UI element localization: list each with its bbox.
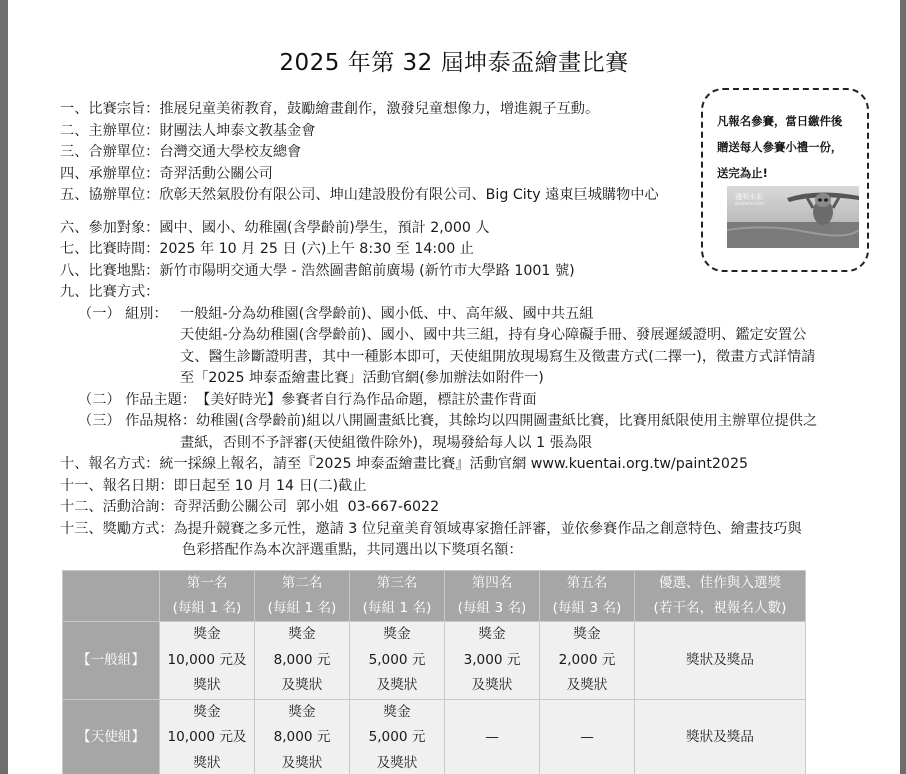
prize-cell: 獎金 8,000 元 及獎狀 xyxy=(255,699,350,774)
prize-cell: 獎金 10,000 元及 獎狀 xyxy=(160,622,255,700)
theme-line xyxy=(60,390,870,412)
spec-text-2: 畫紙，否則不予評審(天使組徵件除外)，現場發給每人以 1 張為限 xyxy=(180,434,593,451)
header-first: 第一名 (每組 1 名) xyxy=(160,571,255,622)
theme-text: 【美好時光】參賽者自行為作品命題，標註於畫作背面 xyxy=(196,391,537,408)
organizer-text: 財團法人坤泰文教基金會 xyxy=(159,122,316,139)
header-fourth: 第四名 (每組 3 名) xyxy=(445,571,540,622)
groups-text-1: 一般組-分為幼稚園(含學齡前)、國小低、中、高年級、國中共五組 xyxy=(180,305,594,322)
registration-label: 十、報名方式： xyxy=(60,456,160,472)
prize-cell: 獎金 8,000 元 及獎狀 xyxy=(255,622,350,700)
deadline-text: 即日起至 10 月 14 日(二)截止 xyxy=(173,477,367,494)
promo-line-3: 送完為止! xyxy=(717,166,768,180)
awards-text-2: 色彩搭配作為本次評選重點，共同選出以下獎項名額： xyxy=(182,542,523,558)
groups-text-3: 文、醫生診斷證明書，其中一種影本即可，天使組開放現場寫生及徵畫方式(二擇一)，徵畫方式詳情請 xyxy=(180,348,816,365)
document-page xyxy=(8,0,900,774)
groups-line-2 xyxy=(60,325,870,347)
date-label: 七、比賽時間： xyxy=(60,241,160,257)
prize-cell-honorable: 獎狀及獎品 xyxy=(635,699,806,774)
theme-label: （二） 作品主題： xyxy=(78,391,197,408)
venue-label: 八、比賽地點： xyxy=(60,262,160,279)
spec-text-1: 幼稚園(含學齡前)組以八開圖畫紙比賽，其餘均以四開圖畫紙比賽，比賽用紙限使用主辦單位提供之 xyxy=(196,413,818,429)
organizer-label: 二、主辦單位： xyxy=(60,122,160,139)
prize-cell: 獎金 2,000 元 及獎狀 xyxy=(540,622,635,700)
co-organizer-text: 台灣交通大學校友總會 xyxy=(159,144,302,160)
deadline-label: 十一、報名日期： xyxy=(60,477,174,494)
table-row-general xyxy=(63,622,806,700)
prize-cell-honorable: 獎狀及獎品 xyxy=(635,622,806,700)
prize-cell: 獎金 3,000 元 及獎狀 xyxy=(445,622,540,700)
awards-line-2 xyxy=(60,540,870,562)
groups-line xyxy=(60,304,870,326)
deadline-line xyxy=(60,476,870,498)
venue-text: 新竹市陽明交通大學 - 浩然圖書館前廣場 (新竹市大學路 1001 號) xyxy=(159,262,575,279)
header-blank xyxy=(63,571,160,622)
image-label-1: 透明水彩 xyxy=(735,193,763,201)
prize-cell-empty: — xyxy=(540,699,635,774)
prize-cell: 獎金 5,000 元 及獎狀 xyxy=(350,622,445,700)
registration-line xyxy=(60,454,870,476)
header-third: 第三名 (每組 1 名) xyxy=(350,571,445,622)
header-honorable: 優選、佳作與入選獎 (若干名，視報名人數) xyxy=(635,571,806,622)
watercolor-gift-image xyxy=(727,186,859,248)
awards-line xyxy=(60,519,870,541)
awards-header-row xyxy=(63,571,806,622)
group-general: 【一般組】 xyxy=(63,622,160,700)
awards-text-1: 為提升競賽之多元性，邀請 3 位兒童美育領域專家擔任評審，並依參賽作品之創意特色、繪畫技巧與 xyxy=(173,520,802,537)
contact-line xyxy=(60,497,870,519)
sponsor-label: 五、協辦單位： xyxy=(60,187,160,203)
groups-text-2: 天使組-分為幼稚園(含學齡前)、國小、國中共三組，持有身心障礙手冊、發展遲緩證明、鑑定安置公 xyxy=(180,327,807,343)
method-label: 九、比賽方式： xyxy=(60,284,160,300)
purpose-text: 推展兒童美術教育，鼓勵繪畫創作，激發兒童想像力，增進親子互動。 xyxy=(159,101,600,117)
promo-line-1: 凡報名參賽，當日繳件後 xyxy=(717,114,843,128)
participants-label: 六、參加對象： xyxy=(60,219,160,236)
contact-text: 奇羿活動公關公司 郭小姐 03-667-6022 xyxy=(173,499,440,515)
executor-text: 奇羿活動公關公司 xyxy=(159,165,273,182)
date-text: 2025 年 10 月 25 日 (六)上午 8:30 至 14:00 止 xyxy=(159,241,474,257)
prize-cell: 獎金 10,000 元及 獎狀 xyxy=(160,699,255,774)
groups-label: （一） 組別： xyxy=(78,305,168,322)
purpose-label: 一、比賽宗旨： xyxy=(60,101,160,117)
spec-line-2 xyxy=(60,433,870,455)
prize-cell-empty: — xyxy=(445,699,540,774)
header-second: 第二名 (每組 1 名) xyxy=(255,571,350,622)
awards-table xyxy=(62,570,806,774)
registration-text: 統一採線上報名，請至『2025 坤泰盃繪畫比賽』活動官網 www.kuentai.org.tw/paint2025 xyxy=(159,456,749,472)
contact-label: 十二、活動洽詢： xyxy=(60,499,174,515)
page-title: 2025 年第 32 屆坤泰盃繪畫比賽 xyxy=(279,50,629,76)
awards-label: 十三、獎勵方式： xyxy=(60,520,174,537)
prize-cell: 獎金 5,000 元 及獎狀 xyxy=(350,699,445,774)
groups-line-4 xyxy=(60,368,870,390)
image-label-2: watercolor xyxy=(735,201,765,207)
gift-promo-box xyxy=(701,88,869,272)
method-line xyxy=(60,282,870,304)
executor-label: 四、承辦單位： xyxy=(60,165,160,182)
spec-label: （三） 作品規格： xyxy=(78,413,197,429)
table-row-angel xyxy=(63,699,806,774)
groups-line-3 xyxy=(60,347,870,369)
groups-text-4: 至「2025 坤泰盃繪畫比賽」活動官網(參加辦法如附件一) xyxy=(180,370,544,386)
co-organizer-label: 三、合辦單位： xyxy=(60,144,160,160)
header-fifth: 第五名 (每組 3 名) xyxy=(540,571,635,622)
promo-line-2: 贈送每人參賽小禮一份， xyxy=(717,140,843,154)
group-angel: 【天使組】 xyxy=(63,699,160,774)
sponsor-text: 欣彰天然氣股份有限公司、坤山建設股份有限公司、Big City 遠東巨城購物中心 xyxy=(159,187,659,203)
participants-text: 國中、國小、幼稚園(含學齡前)學生，預計 2,000 人 xyxy=(159,219,490,236)
spec-line xyxy=(60,411,870,433)
